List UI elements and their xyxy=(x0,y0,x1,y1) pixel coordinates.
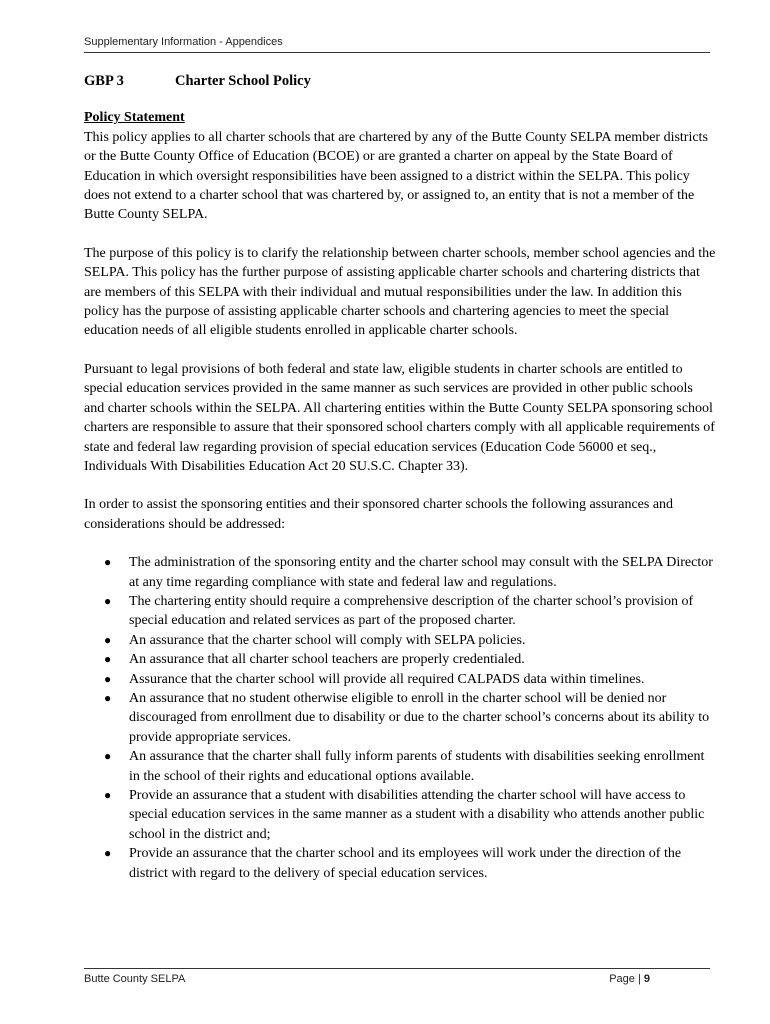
list-item: ● Assurance that the charter school will provide all required CALPADS data within timelines. xyxy=(84,670,716,689)
policy-title-text: Charter School Policy xyxy=(175,73,311,89)
bullet-icon: ● xyxy=(104,749,112,764)
page-number-value: 9 xyxy=(643,973,650,985)
paragraph-assurances-intro: In order to assist the sponsoring entities and their sponsored charter schools the following assurances and considerations should be addressed: xyxy=(84,497,674,532)
page-number xyxy=(609,973,650,985)
policy-title xyxy=(84,72,716,91)
assurances-list xyxy=(84,553,716,883)
policy-statement-heading: Policy Statement xyxy=(84,110,185,126)
page-header: Supplementary Information - Appendices xyxy=(84,36,283,48)
policy-code: GBP 3 xyxy=(84,73,124,89)
bullet-icon: ● xyxy=(104,555,112,570)
list-item: ● An assurance that the charter school will comply with SELPA policies. xyxy=(84,631,716,650)
bullet-icon: ● xyxy=(104,846,112,861)
paragraph-legal: Pursuant to legal provisions of both federal and state law, eligible students in charter schools are entitled to special education services provided in the same manner as such services are provided in other public schools and charter schools within the SELPA. All chartering entities within the Butte County SELPA sponsoring school charters are responsible to assure that their sponsored school charters comply with all applicable requirements of state and federal law regarding provision of special education services (Education Code 56000 et seq., Individuals With Disabilities Education Act 20 SU.S.C. Chapter 33). xyxy=(84,361,715,474)
page-label: Page | xyxy=(609,973,644,985)
list-item: ● Provide an assurance that the charter school and its employees will work under the direction of the district with regard to the delivery of special education services. xyxy=(104,846,682,881)
bullet-icon: ● xyxy=(104,671,112,686)
document-body xyxy=(84,72,716,883)
footer-divider xyxy=(84,968,710,969)
list-item: ● The chartering entity should require a comprehensive description of the charter school’s provision of special education and related services as part of the proposed charter. xyxy=(104,593,694,629)
list-item: ● An assurance that no student otherwise eligible to enroll in the charter school will be denied nor discouraged from enrollment due to disability or due to the charter school’s concerns about its ability to provide appropriate services. xyxy=(104,690,710,745)
list-item: ● Provide an assurance that a student with disabilities attending the charter school will have access to special education services in the same manner as a student with a disability who attends another public school in the district and; xyxy=(104,788,705,842)
bullet-icon: ● xyxy=(104,652,112,667)
bullet-icon: ● xyxy=(104,632,112,647)
bullet-icon: ● xyxy=(104,788,112,802)
list-item: ● An assurance that the charter shall fully inform parents of students with disabilities seeking enrollment in the school of their rights and educational options available. xyxy=(104,749,705,784)
paragraph-scope: This policy applies to all charter schools that are chartered by any of the Butte County SELPA member districts or the Butte County Office of Education (BCOE) or are granted a charter on appeal by the State Board of Education in which oversight responsibilities have been assigned to a district within the SELPA. This policy does not extend to a charter school that was chartered by, or assigned to, an entity that is not a member of the Butte County SELPA. xyxy=(84,129,708,223)
header-divider xyxy=(84,52,710,53)
footer-organization: Butte County SELPA xyxy=(84,973,186,985)
bullet-icon: ● xyxy=(104,690,112,705)
paragraph-purpose: The purpose of this policy is to clarify the relationship between charter schools, member school agencies and the SELPA. This policy has the further purpose of assisting applicable charter schools and chartering districts that are members of this SELPA with their individual and mutual responsibilities under the law. In addition this policy has the purpose of assisting applicable charter schools and chartering agencies to meet the special education needs of all eligible students enrolled in applicable charter schools. xyxy=(84,245,716,339)
list-item: ● An assurance that all charter school teachers are properly credentialed. xyxy=(84,650,716,669)
bullet-icon: ● xyxy=(104,593,112,608)
list-item: ● The administration of the sponsoring entity and the charter school may consult with the SELPA Director at any time regarding compliance with state and federal law and regulations. xyxy=(104,555,713,590)
